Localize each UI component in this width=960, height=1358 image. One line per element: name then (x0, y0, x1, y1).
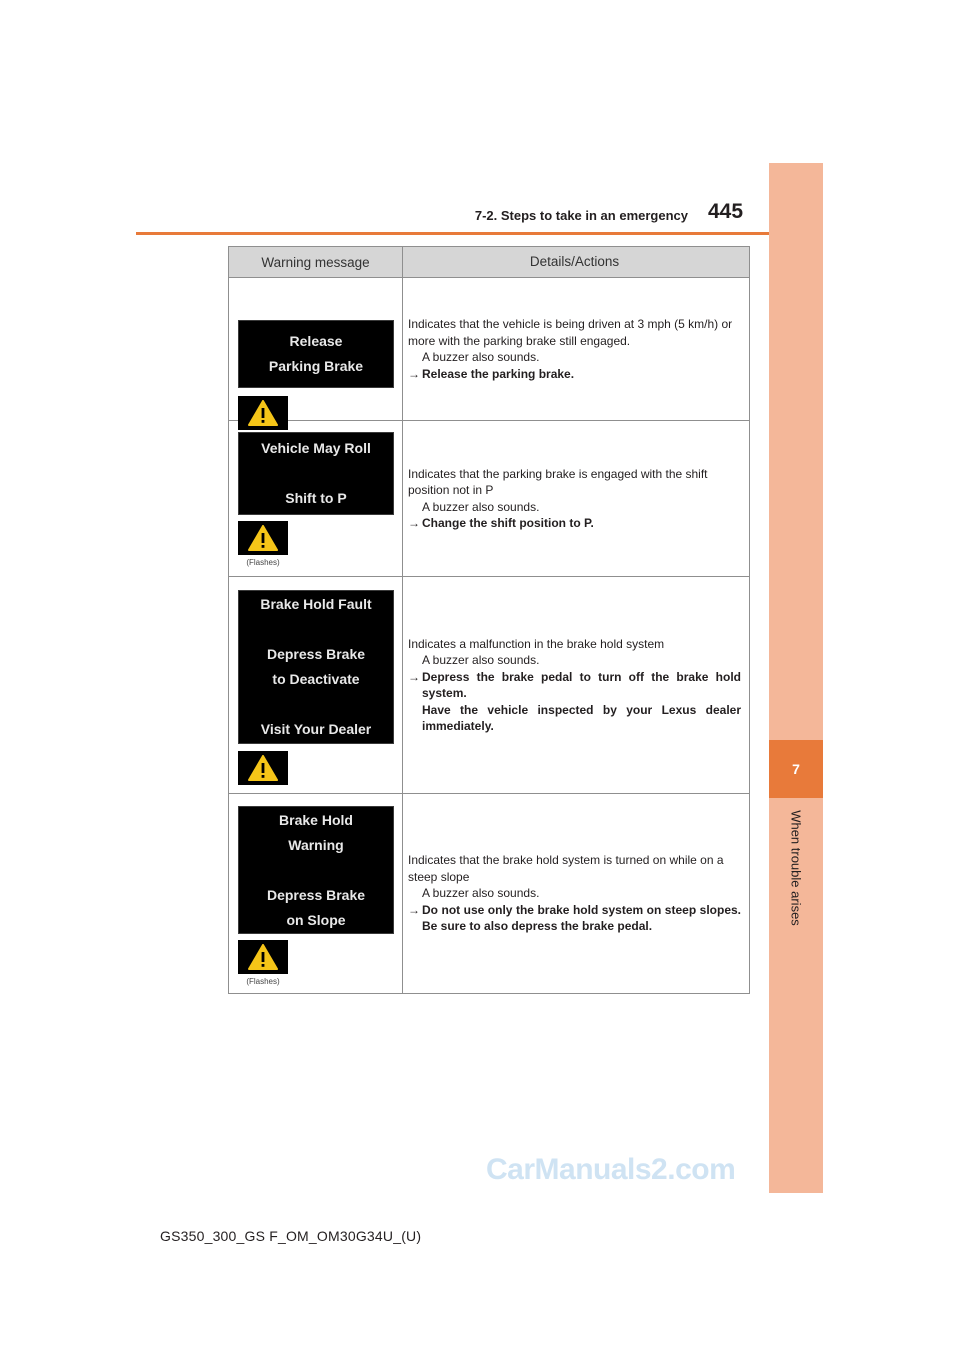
display-screen (238, 320, 394, 388)
display-line: Shift to P (285, 490, 347, 506)
buzzer-text: A buzzer also sounds. (422, 350, 540, 364)
buzzer-text: A buzzer also sounds. (422, 499, 540, 514)
table-row (229, 794, 749, 993)
manual-code: GS350_300_GS F_OM_OM30G34U_(U) (160, 1228, 422, 1244)
detail-text: Indicates that the parking brake is engaged with the shift position not in P (408, 466, 708, 497)
action-item (408, 515, 741, 532)
action-text: Change the shift position to P. (422, 516, 594, 530)
action-text: Release the parking brake. (422, 366, 575, 381)
side-tab-band (769, 163, 823, 1193)
warning-triangle-icon (238, 751, 288, 785)
buzzer-text: A buzzer also sounds. (422, 653, 540, 667)
header-divider (136, 232, 822, 235)
col-header-details-actions: Details/Actions (529, 253, 620, 269)
arrow-icon: → (408, 669, 420, 684)
chapter-title: When trouble arises (788, 810, 804, 926)
action-item (408, 902, 741, 935)
display-line: Brake Hold (279, 811, 353, 828)
details-cell (403, 794, 749, 993)
details-cell (403, 577, 749, 793)
warning-message-cell (229, 794, 403, 993)
arrow-icon: → (408, 902, 420, 917)
table-header-row (229, 247, 749, 278)
flashes-note: (Flashes) (246, 977, 280, 986)
warning-triangle-icon (238, 521, 288, 555)
action-text: Do not use only the brake hold system on steep slopes. Be sure to also depress the brake pedal. (422, 902, 741, 934)
page-number: 445 (708, 200, 744, 223)
display-line: Warning (288, 836, 344, 853)
warning-message-cell (229, 278, 403, 420)
display-line: Vehicle May Roll (261, 440, 371, 456)
flashes-note: (Flashes) (246, 558, 280, 567)
detail-text: Indicates a malfunction in the brake hold system (408, 636, 665, 651)
section-title: 7-2. Steps to take in an emergency (474, 208, 688, 223)
display-line: Brake Hold Fault (260, 596, 372, 612)
action-item (408, 366, 741, 383)
warning-message-cell (229, 577, 403, 793)
display-line: on Slope (286, 911, 346, 928)
table-row (229, 278, 749, 421)
display-line: Parking Brake (268, 358, 364, 374)
action-text: Depress the brake pedal to turn off the brake hold system. (422, 669, 741, 700)
details-cell (403, 278, 749, 420)
display-screen (238, 806, 394, 934)
detail-text: Indicates that the brake hold system is turned on while on a steep slope (408, 853, 724, 884)
display-screen (238, 590, 394, 744)
warning-table (228, 246, 750, 994)
chapter-number-tab: 7 (769, 740, 823, 798)
action-item (408, 669, 741, 735)
arrow-icon: → (408, 366, 420, 381)
col-header-warning-message: Warning message (229, 247, 403, 277)
display-line: to Deactivate (272, 671, 360, 687)
action-text-secondary: Have the vehicle inspected by your Lexus dealer immediately. (422, 702, 741, 733)
watermark-logo: CarManuals2.com (486, 1153, 736, 1186)
display-line: Visit Your Dealer (260, 721, 372, 737)
detail-text: Indicates that the vehicle is being driven at 3 mph (5 km/h) or more with the parking brake still engaged. (408, 317, 733, 348)
table-row (229, 421, 749, 577)
display-line: Depress Brake (266, 646, 366, 662)
table-row (229, 577, 749, 794)
display-screen (238, 432, 394, 515)
warning-message-cell (229, 421, 403, 576)
arrow-icon: → (408, 516, 420, 530)
display-line: Depress Brake (266, 886, 366, 903)
buzzer-text: A buzzer also sounds. (422, 886, 540, 901)
warning-triangle-icon (238, 940, 288, 974)
display-line: Release (289, 333, 343, 349)
details-cell (403, 421, 749, 576)
